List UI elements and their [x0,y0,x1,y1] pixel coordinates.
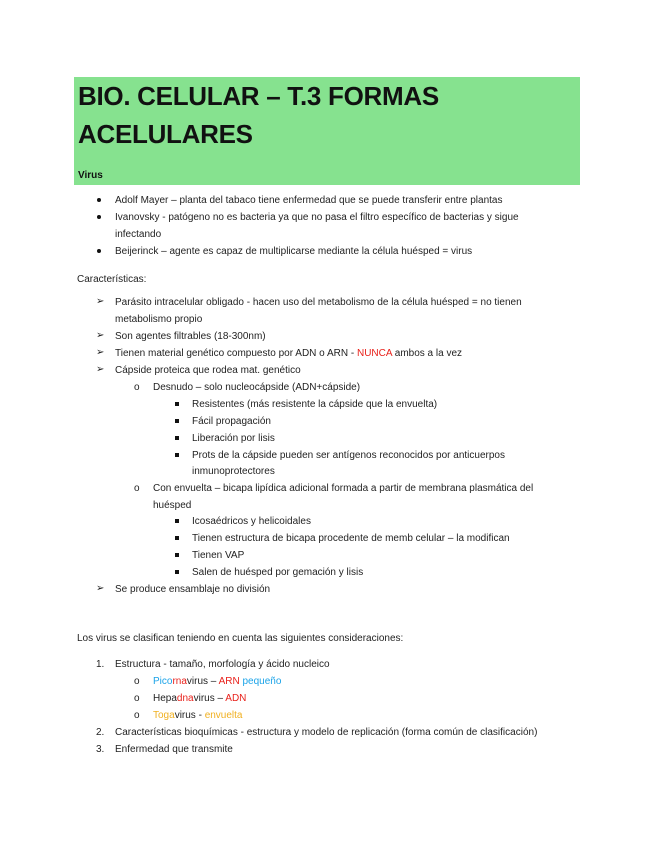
subitem-envuelta: Con envuelta – bicapa lipídica adicional formada a partir de membrana plasmática del [153,483,534,494]
envuelta-item: Tienen estructura de bicapa procedente de memb celular – la modifican [192,533,510,544]
text-segment: ADN [225,693,247,704]
bullet-dot-icon [97,198,101,202]
text-segment: envuelta [204,710,243,721]
square-bullet-icon [175,553,179,557]
square-bullet-icon [175,419,179,423]
square-bullet-icon [175,402,179,406]
history-item: Ivanovsky - patógeno no es bacteria ya que no pasa el filtro específico de bacterias y sigue [115,212,519,223]
example-hepadnavirus [153,693,246,705]
text-segment: Pico [153,676,173,687]
subitem-envuelta-continuation: huésped [153,500,192,511]
square-bullet-icon [175,453,179,457]
desnudo-item: Prots de la cápside pueden ser antígenos reconocidos por anticuerpos [192,450,505,461]
caracteristica-item: Parásito intracelular obligado - hacen uso del metabolismo de la célula huésped = no tienen [115,297,522,308]
square-bullet-icon [175,519,179,523]
clasificacion-item: Estructura - tamaño, morfología y ácido nucleico [115,659,330,670]
desnudo-item-continuation: inmunoprotectores [192,466,275,477]
desnudo-item: Fácil propagación [192,416,271,427]
caracteristica-item-continuation: metabolismo propio [115,314,203,325]
text-segment: virus – [193,693,226,704]
subitem-desnudo: Desnudo – solo nucleocápside (ADN+cápside) [153,382,361,393]
text-segment: ARN [218,676,240,687]
text-segment: Tienen material genético compuesto por ADN o ARN - [115,348,357,359]
title-banner [74,77,580,185]
arrow-bullet-icon: ➢ [96,364,105,375]
text-segment: virus – [186,676,219,687]
list-number: 3. [96,744,105,755]
desnudo-item: Resistentes (más resistente la cápside que la envuelta) [192,399,438,410]
example-togavirus [153,710,243,722]
circle-bullet-icon: o [134,483,140,494]
desnudo-item: Liberación por lisis [192,433,275,444]
caracteristica-item: Son agentes filtrables (18-300nm) [115,331,266,342]
page-title-line2: ACELULARES [78,119,253,149]
bullet-dot-icon [97,215,101,219]
text-segment: ambos a la vez [391,348,463,359]
caracteristica-item [115,348,462,360]
clasificacion-item: Características bioquímicas - estructura y modelo de replicación (forma común de clasificación) [115,727,538,738]
section-subtitle: Virus [78,170,103,181]
caracteristicas-label: Características: [77,274,147,285]
text-segment: rna [172,676,187,687]
text-segment: Toga [153,710,175,721]
caracteristica-item: Cápside proteica que rodea mat. genético [115,365,301,376]
square-bullet-icon [175,536,179,540]
history-item-continuation: infectando [115,229,162,240]
history-item: Beijerinck – agente es capaz de multiplicarse mediante la célula huésped = virus [115,246,473,257]
text-segment: pequeño [239,676,282,687]
circle-bullet-icon: o [134,710,140,721]
clasificacion-intro: Los virus se clasifican teniendo en cuenta las siguientes consideraciones: [77,633,404,644]
page-title-line1: BIO. CELULAR – T.3 FORMAS [78,81,439,111]
clasificacion-item: Enfermedad que transmite [115,744,233,755]
highlight-nunca: NUNCA [356,348,392,359]
caracteristica-item: Se produce ensamblaje no división [115,584,271,595]
envuelta-item: Icosaédricos y helicoidales [192,516,311,527]
history-item: Adolf Mayer – planta del tabaco tiene enfermedad que se puede transferir entre plantas [115,195,503,206]
envuelta-item: Salen de huésped por gemación y lisis [192,567,364,578]
circle-bullet-icon: o [134,382,140,393]
arrow-bullet-icon: ➢ [96,583,105,594]
envuelta-item: Tienen VAP [192,550,245,561]
arrow-bullet-icon: ➢ [96,330,105,341]
text-segment: dna [176,693,194,704]
text-segment: virus - [174,710,205,721]
arrow-bullet-icon: ➢ [96,347,105,358]
circle-bullet-icon: o [134,693,140,704]
arrow-bullet-icon: ➢ [96,296,105,307]
list-number: 2. [96,727,105,738]
example-picornavirus [153,676,281,688]
list-number: 1. [96,659,105,670]
text-segment: Hepa [153,693,177,704]
square-bullet-icon [175,436,179,440]
square-bullet-icon [175,570,179,574]
circle-bullet-icon: o [134,676,140,687]
bullet-dot-icon [97,249,101,253]
